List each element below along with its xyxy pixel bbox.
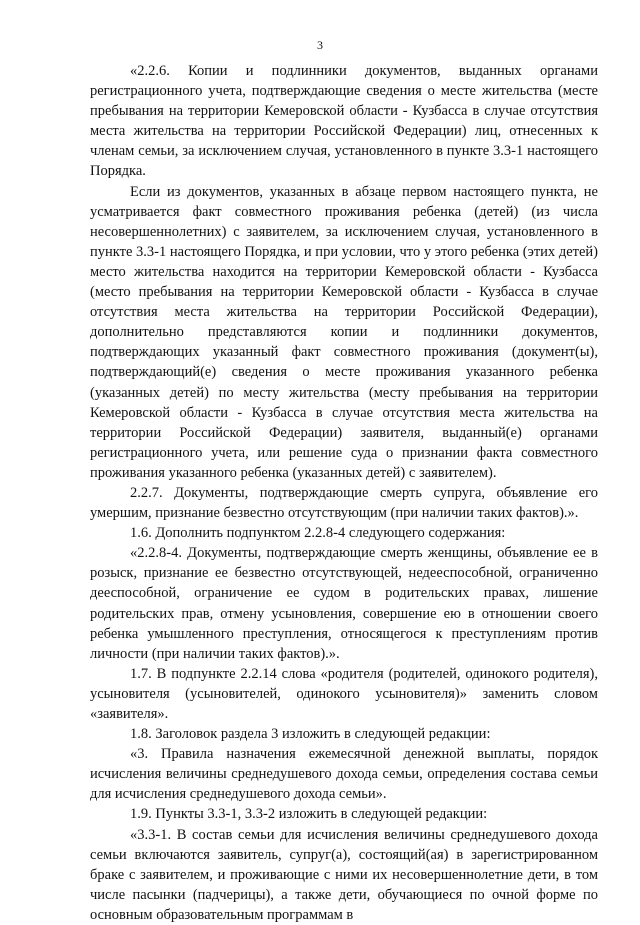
document-body	[90, 61, 598, 925]
paragraph-section-3-title: «3. Правила назначения ежемесячной денежной выплаты, порядок исчисления величины среднедушевого дохода семьи, определения состава семьи для исчисления среднедушевого дохода семьи».	[90, 746, 598, 803]
paragraph-2-2-6: «2.2.6. Копии и подлинники документов, выданных органами регистрационного учета, подтверждающие сведения о месте жительства (месте пребывания на территории Кемеровской области - Кузбасса в случае отсутствия места жительства на территории Российской Федерации) лиц, отнесенных к членам семьи, за исключением случая, установленного в пункте 3.3-1 настоящего Порядка.	[90, 63, 598, 180]
paragraph-3-3-1: «3.3-1. В состав семьи для исчисления величины среднедушевого дохода семьи включаются заявитель, супруг(а), состоящий(ая) в зарегистрированном браке с заявителем, и проживающие с ними их несовершеннолетние дети, в том числе пасынки (падчерицы), а также дети, обучающиеся по очной форме по основным образовательным программам в	[90, 826, 598, 923]
paragraph-1-9: 1.9. Пункты 3.3-1, 3.3-2 изложить в следующей редакции:	[130, 806, 488, 823]
paragraph-2-2-7: 2.2.7. Документы, подтверждающие смерть супруга, объявление его умершим, признание безвестно отсутствующим (при наличии таких фактов).».	[90, 484, 598, 522]
paragraph-1-7: 1.7. В подпункте 2.2.14 слова «родителя (родителей, одинокого родителя), усыновителя (усыновителей, одинокого усыновителя)» заменить словом «заявителя».	[90, 665, 598, 722]
paragraph-1-8: 1.8. Заголовок раздела 3 изложить в следующей редакции:	[130, 726, 491, 743]
page-number: 3	[317, 38, 323, 52]
paragraph-2-2-8-4: «2.2.8-4. Документы, подтверждающие смерть женщины, объявление ее в розыск, признание ее безвестно отсутствующей, недееспособной, ограниченно дееспособной, ограничение ее судом в родительских правах, лишение родительских прав, отмену усыновления, совершение ею в отношении своего ребенка умышленного преступления, относящегося к преступлениям против личности (при наличии таких фактов).».	[90, 545, 598, 662]
paragraph-cohabitation: Если из документов, указанных в абзаце первом настоящего пункта, не усматривается факт совместного проживания ребенка (детей) (из числа несовершеннолетних) с заявителем, за исключением случая, установленного в пункте 3.3-1 настоящего Порядка, и при условии, что у этого ребенка (этих детей) место жительства находится на территории Кемеровской области - Кузбасса (место пребывания на территории Кемеровской области - Кузбасса в случае отсутствия места жительства на территории Российской Федерации), дополнительно представляются копии и подлинники документов, подтверждающих указанный факт совместного проживания (документ(ы), подтверждающий(е) сведения о месте проживания указанного ребенка (указанных детей) по месту жительства (месту пребывания на территории Кемеровской области - Кузбасса в случае отсутствия места жительства на территории Российской Федерации) заявителя, выданный(е) органами регистрационного учета, или решение суда о признании факта совместного проживания указанного ребенка (указанных детей) с заявителем).	[90, 183, 598, 481]
paragraph-1-6: 1.6. Дополнить подпунктом 2.2.8-4 следующего содержания:	[130, 525, 506, 542]
